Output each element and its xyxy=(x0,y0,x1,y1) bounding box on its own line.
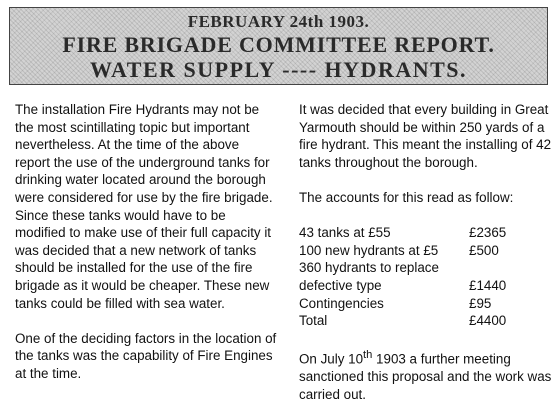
accounts-amount: £2365 xyxy=(469,225,507,241)
accounts-item: Total xyxy=(299,313,328,329)
accounts-item: 100 new hydrants at £5 xyxy=(299,242,439,258)
accounts-row xyxy=(299,242,554,260)
accounts-intro: The accounts for this read as follow: xyxy=(299,189,514,205)
accounts-amount: £1440 xyxy=(469,277,507,293)
accounts-row xyxy=(299,224,554,242)
accounts-amount: £4400 xyxy=(469,313,507,329)
closing-rest: 1903 a further meeting sanctioned this proposal and the work was carried out. xyxy=(299,351,552,402)
closing-paragraph xyxy=(299,347,554,403)
report-date: FEBRUARY 24th 1903. xyxy=(187,12,370,31)
closing-prefix: On July 10 xyxy=(299,351,364,367)
left-column xyxy=(15,101,277,383)
accounts-row xyxy=(299,295,554,313)
report-header-banner xyxy=(9,7,548,85)
accounts-row xyxy=(299,312,554,330)
accounts-row xyxy=(299,277,554,295)
report-subtitle: WATER SUPPLY ---- HYDRANTS. xyxy=(89,57,468,82)
right-paragraph-1: It was decided that every building in Great Yarmouth should be within 250 yards of a fire hydrant. This meant the installing of 42 tanks throughout the borough. xyxy=(299,102,552,170)
accounts-item: defective type xyxy=(299,277,382,293)
left-paragraph-1: The installation Fire Hydrants may not be the most scintillating topic but important nevertheless. At the time of the above report the use of the underground tanks for drinking water located around the borough were considered for use by the fire brigade. Since these tanks would have to be modified to make use of their full capacity it was decided that a new network of tanks should be installed for the use of the fire brigade as it would be cheaper. These new tanks could be filled with sea water. xyxy=(15,102,273,311)
accounts-amount: £500 xyxy=(469,242,499,258)
right-column xyxy=(299,101,554,404)
left-paragraph-2: One of the deciding factors in the location of the tanks was the capability of Fire Engines at the time. xyxy=(15,330,277,381)
accounts-row xyxy=(299,259,554,277)
accounts-item: 43 tanks at £55 xyxy=(299,225,391,241)
accounts-table xyxy=(299,224,554,330)
report-title: FIRE BRIGADE COMMITTEE REPORT. xyxy=(62,32,495,57)
closing-superscript: th xyxy=(363,349,373,362)
accounts-item: 360 hydrants to replace xyxy=(299,260,439,276)
accounts-amount: £95 xyxy=(469,295,492,311)
accounts-item: Contingencies xyxy=(299,295,384,311)
